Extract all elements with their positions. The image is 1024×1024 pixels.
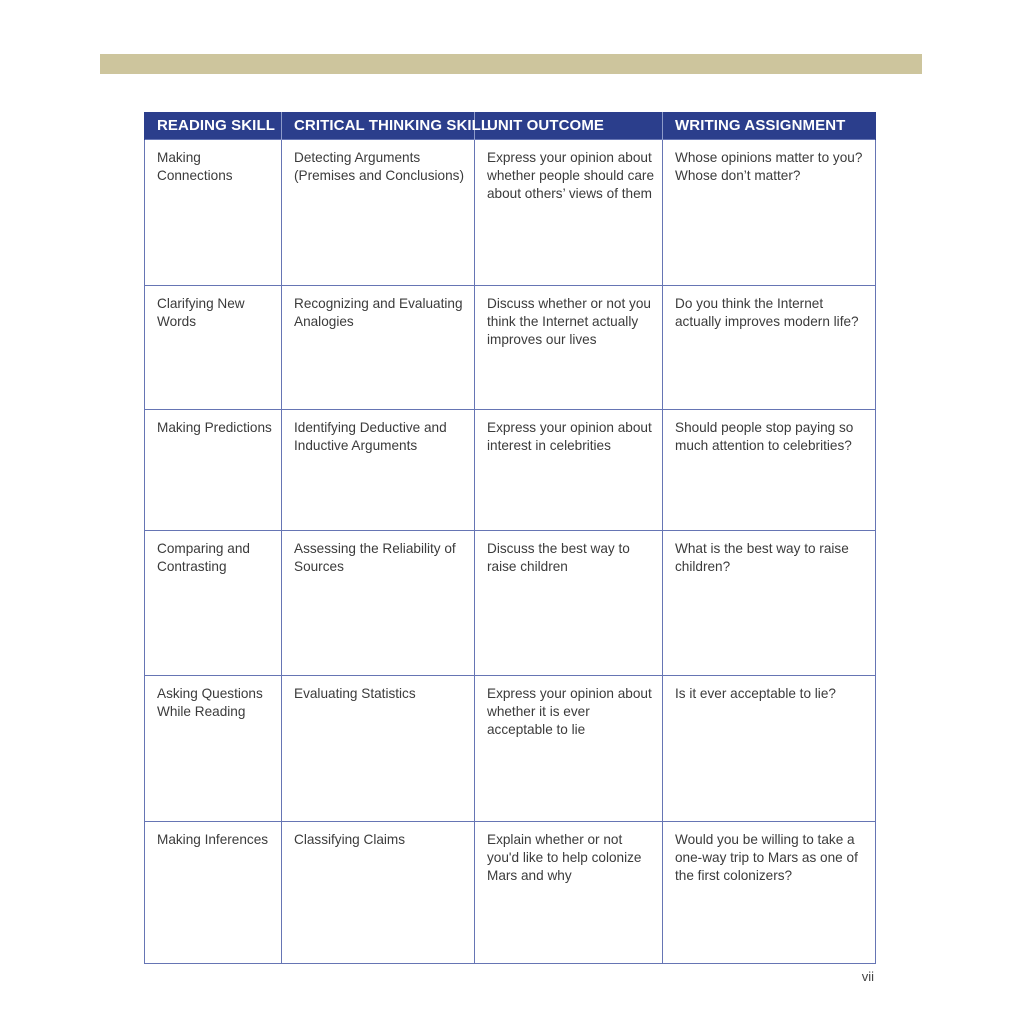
cell-reading-skill: Clarifying New Words <box>145 286 282 410</box>
cell-writing-assignment: Do you think the Internet actually improves modern life? <box>663 286 876 410</box>
cell-writing-assignment: Is it ever acceptable to lie? <box>663 676 876 822</box>
cell-critical-thinking-skill: Evaluating Statistics <box>282 676 475 822</box>
table-row <box>145 286 876 410</box>
table-row <box>145 531 876 676</box>
header-critical-thinking-skill: CRITICAL THINKING SKILL <box>282 112 475 140</box>
cell-critical-thinking-skill: Classifying Claims <box>282 822 475 964</box>
table-header-row <box>145 112 876 140</box>
cell-critical-thinking-skill: Recognizing and Evaluating Analogies <box>282 286 475 410</box>
cell-reading-skill: Making Inferences <box>145 822 282 964</box>
cell-reading-skill: Making Predictions <box>145 410 282 531</box>
table-row <box>145 822 876 964</box>
cell-critical-thinking-skill: Detecting Arguments (Premises and Conclusions) <box>282 140 475 286</box>
header-unit-outcome: UNIT OUTCOME <box>475 112 663 140</box>
cell-reading-skill: Asking Questions While Reading <box>145 676 282 822</box>
cell-writing-assignment: Whose opinions matter to you? Whose don’t matter? <box>663 140 876 286</box>
cell-reading-skill: Comparing and Contrasting <box>145 531 282 676</box>
cell-critical-thinking-skill: Identifying Deductive and Inductive Arguments <box>282 410 475 531</box>
header-writing-assignment: WRITING ASSIGNMENT <box>663 112 876 140</box>
cell-unit-outcome: Discuss whether or not you think the Internet actually improves our lives <box>475 286 663 410</box>
decorative-top-band <box>100 54 922 74</box>
cell-writing-assignment: Should people stop paying so much attention to celebrities? <box>663 410 876 531</box>
cell-writing-assignment: What is the best way to raise children? <box>663 531 876 676</box>
header-reading-skill: READING SKILL <box>145 112 282 140</box>
cell-unit-outcome: Express your opinion about whether it is ever acceptable to lie <box>475 676 663 822</box>
cell-unit-outcome: Express your opinion about interest in celebrities <box>475 410 663 531</box>
table-row <box>145 676 876 822</box>
page-number: vii <box>861 969 874 984</box>
cell-unit-outcome: Express your opinion about whether people should care about others’ views of them <box>475 140 663 286</box>
cell-critical-thinking-skill: Assessing the Reliability of Sources <box>282 531 475 676</box>
cell-writing-assignment: Would you be willing to take a one-way trip to Mars as one of the first colonizers? <box>663 822 876 964</box>
table-row <box>145 410 876 531</box>
cell-unit-outcome: Discuss the best way to raise children <box>475 531 663 676</box>
cell-unit-outcome: Explain whether or not you'd like to help colonize Mars and why <box>475 822 663 964</box>
cell-reading-skill: Making Connections <box>145 140 282 286</box>
table-row <box>145 140 876 286</box>
skills-table <box>144 112 876 964</box>
